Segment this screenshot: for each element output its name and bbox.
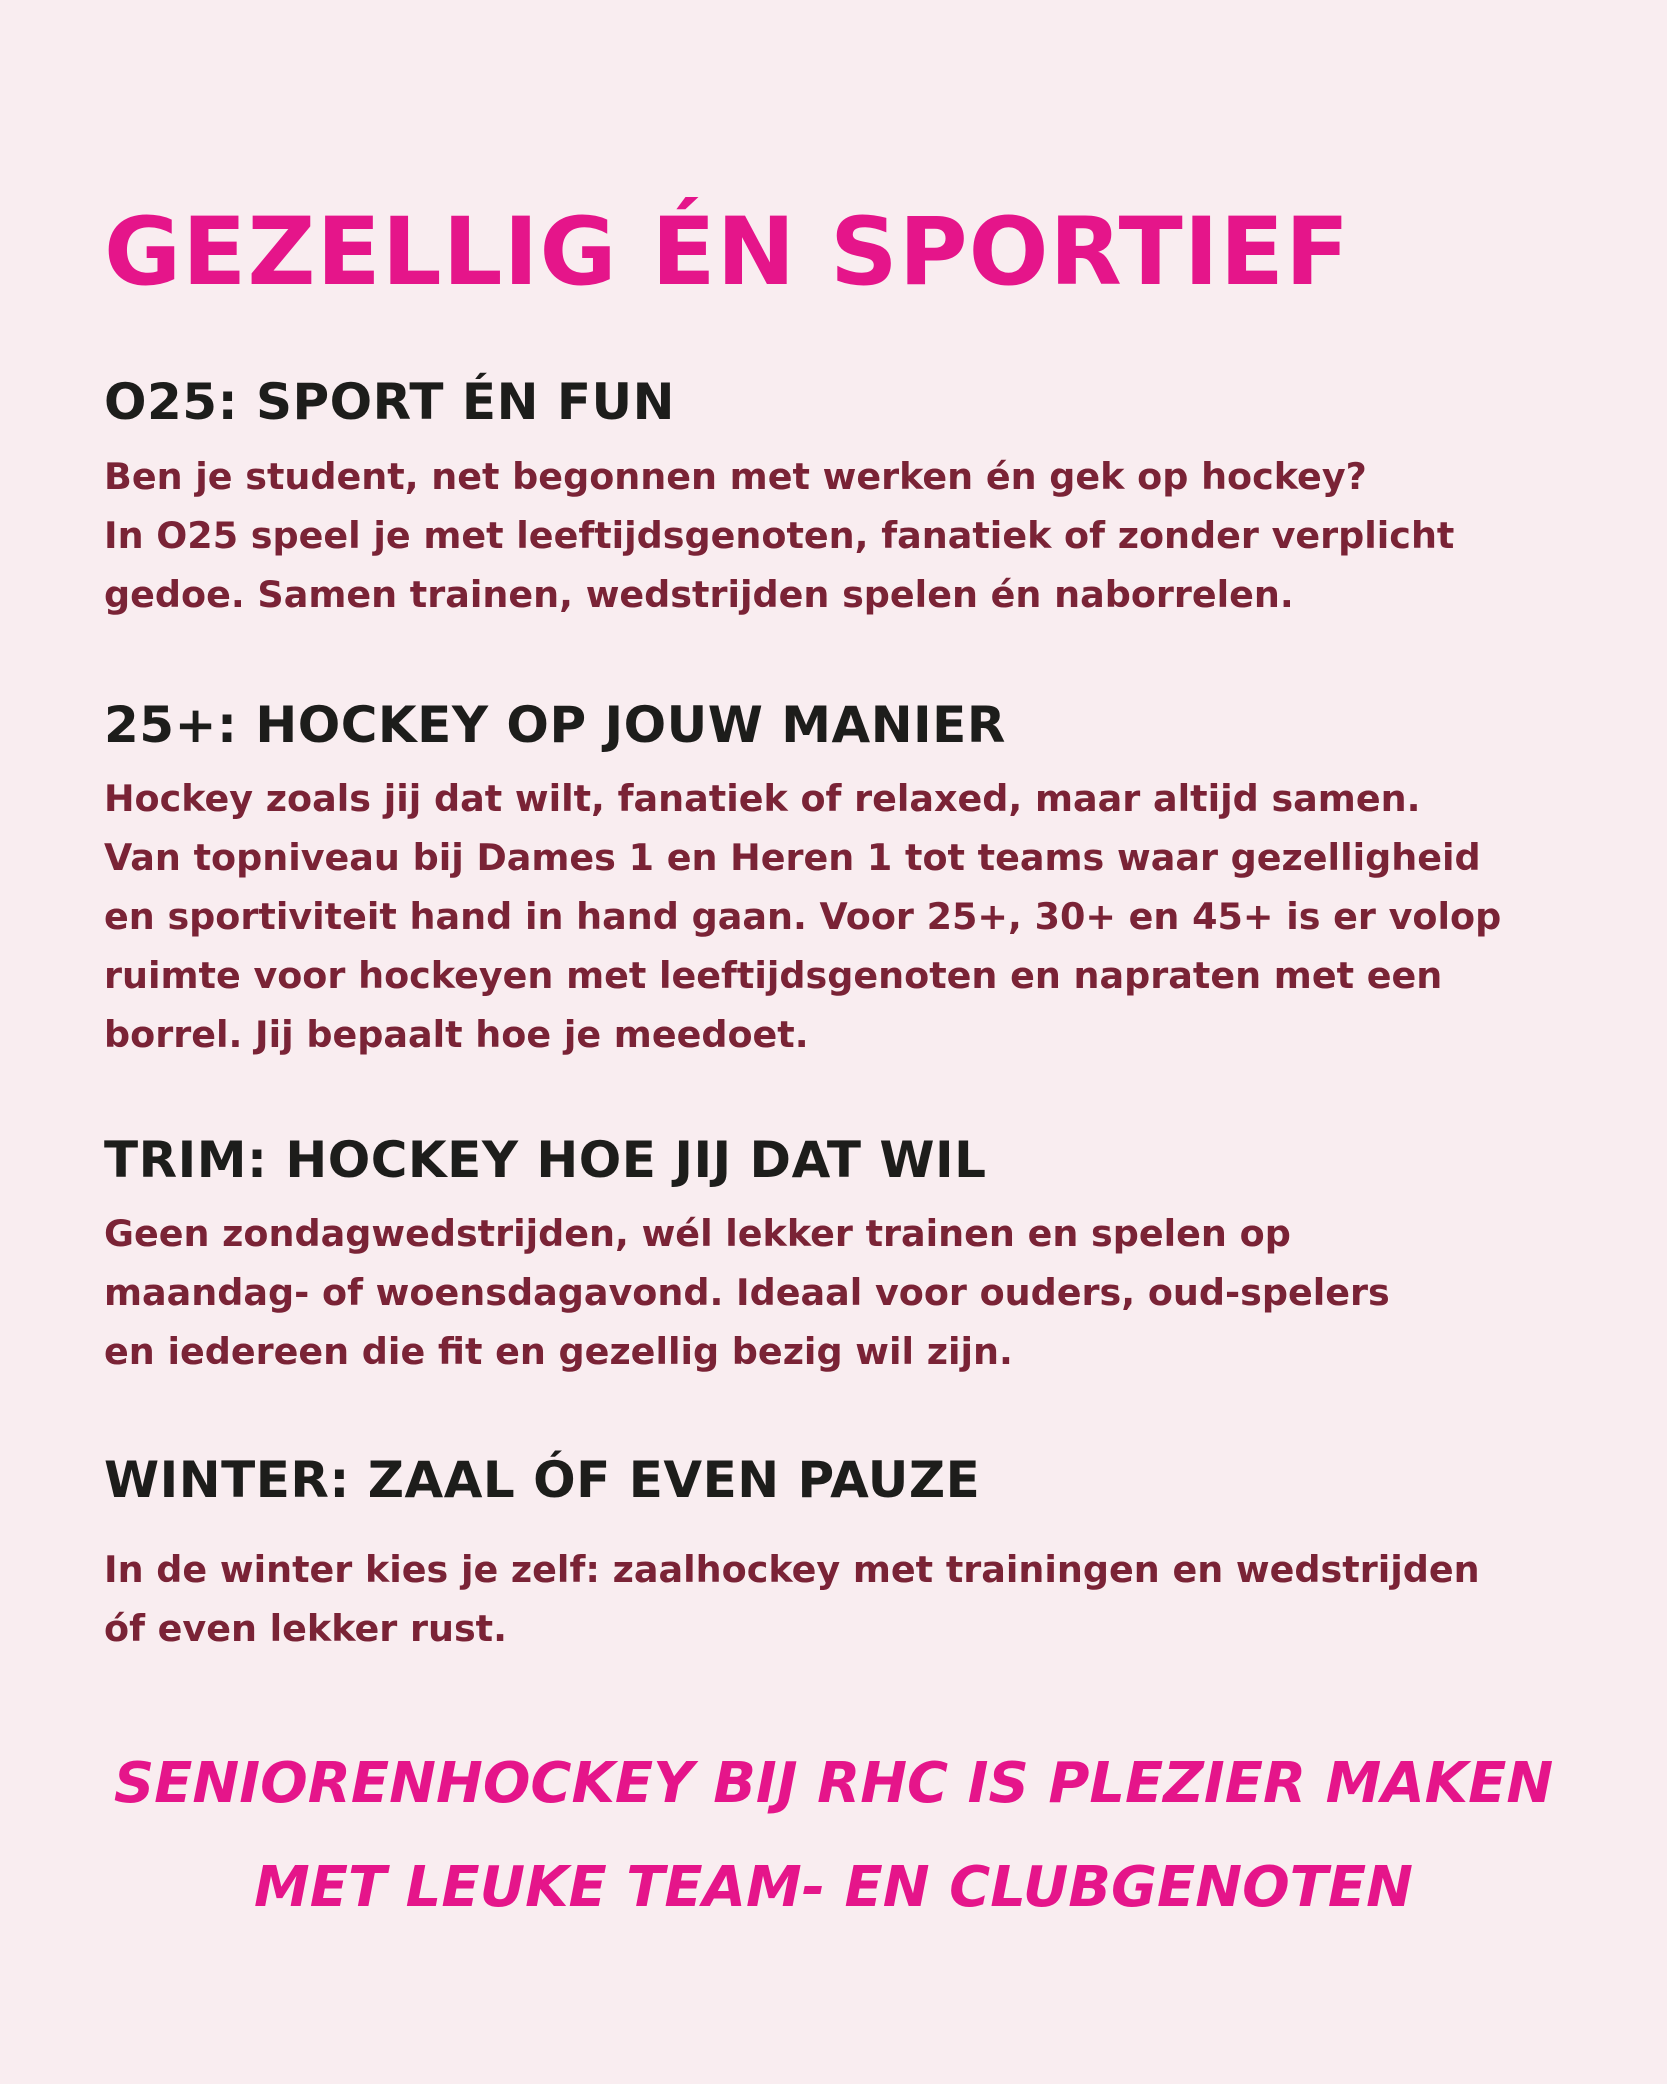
body-line: In O25 speel je met leeftijdsgenoten, fanatiek of zonder verplicht xyxy=(104,514,1455,557)
section-o25 xyxy=(104,372,1564,624)
body-line: Van topniveau bij Dames 1 en Heren 1 tot teams waar gezelligheid xyxy=(104,836,1481,879)
body-line: Ben je student, net begonnen met werken én gek op hockey? xyxy=(104,455,1367,498)
section-winter xyxy=(104,1450,1564,1658)
section-heading: O25: SPORT ÉN FUN xyxy=(104,373,675,431)
body-line: Geen zondagwedstrijden, wél lekker trainen en spelen op xyxy=(104,1212,1291,1255)
body-line: en iedereen die fit en gezellig bezig wil zijn. xyxy=(104,1330,1013,1373)
body-line: Hockey zoals jij dat wilt, fanatiek of relaxed, maar altijd samen. xyxy=(104,777,1421,820)
page-title: GEZELLIG ÉN SPORTIEF xyxy=(104,198,1351,307)
section-body xyxy=(104,769,1564,1064)
section-heading: TRIM: HOCKEY HOE JIJ DAT WIL xyxy=(104,1131,987,1189)
body-line: borrel. Jij bepaalt hoe je meedoet. xyxy=(104,1013,809,1056)
body-line: óf even lekker rust. xyxy=(104,1607,507,1650)
body-line: In de winter kies je zelf: zaalhockey met trainingen en wedstrijden xyxy=(104,1548,1480,1591)
tagline xyxy=(0,1732,1667,1940)
section-trim xyxy=(104,1130,1564,1381)
tagline-line: MET LEUKE TEAM- EN CLUBGENOTEN xyxy=(254,1855,1413,1920)
section-body xyxy=(104,1540,1564,1658)
tagline-line: SENIORENHOCKEY BIJ RHC IS PLEZIER MAKEN xyxy=(113,1751,1554,1816)
body-line: en sportiviteit hand in hand gaan. Voor 25+, 30+ en 45+ is er volop xyxy=(104,895,1502,938)
section-body xyxy=(104,447,1564,624)
section-25plus xyxy=(104,695,1564,1064)
section-heading: 25+: HOCKEY OP JOUW MANIER xyxy=(104,696,1006,754)
section-heading: WINTER: ZAAL ÓF EVEN PAUZE xyxy=(104,1451,981,1509)
body-line: gedoe. Samen trainen, wedstrijden spelen én naborrelen. xyxy=(104,573,1294,616)
body-line: maandag- of woensdagavond. Ideaal voor ouders, oud-spelers xyxy=(104,1271,1390,1314)
body-line: ruimte voor hockeyen met leeftijdsgenoten en napraten met een xyxy=(104,954,1443,997)
section-body xyxy=(104,1204,1564,1381)
